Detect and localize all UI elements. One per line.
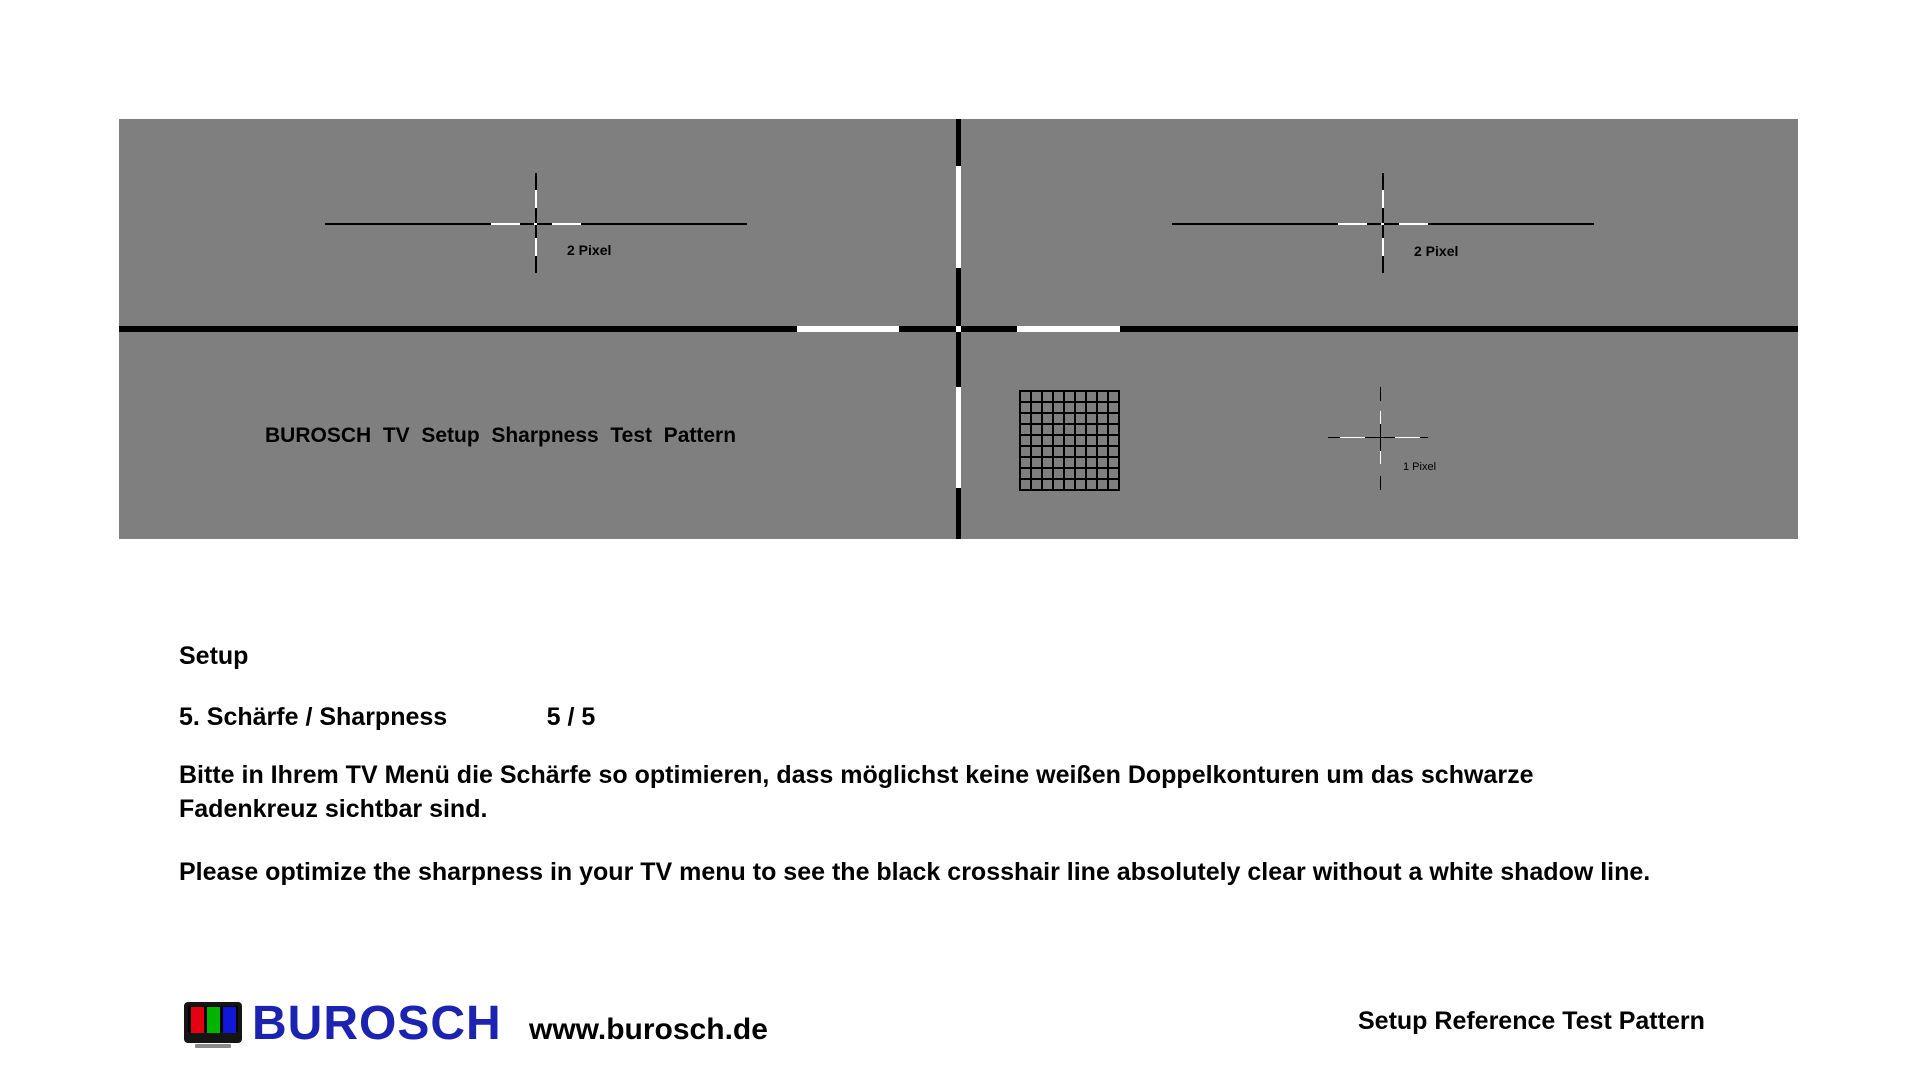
- tv-blue-bar: [223, 1007, 236, 1033]
- crosshair1-h-white-l: [1340, 437, 1365, 438]
- divider-horizontal-white-right: [1017, 326, 1120, 332]
- crosshair2-left-h-white-l: [491, 223, 520, 225]
- divider-vertical-white-top: [956, 166, 961, 268]
- brand-wordmark: BUROSCH: [252, 997, 502, 1050]
- website-url: www.burosch.de: [529, 1013, 768, 1046]
- crosshair1-h-white-r: [1395, 437, 1420, 438]
- crosshair2-right-h-white-r: [1399, 223, 1428, 225]
- crosshair2-left-v-white-b: [535, 238, 537, 256]
- crosshair2-right-dot: [1381, 223, 1384, 225]
- divider-center-dot: [956, 326, 961, 332]
- tv-screen: [188, 1006, 238, 1032]
- crosshair2-right-v-white-t: [1382, 190, 1384, 208]
- instruction-english: Please optimize the sharpness in your TV menu to see the black crosshair line absolutely clear without a white shadow line.: [179, 858, 1651, 886]
- instruction-german-line1: Bitte in Ihrem TV Menü die Schärfe so optimieren, dass möglichst keine weißen Doppelkonturen um das schwarze: [179, 761, 1534, 789]
- crosshair1-v-black-2: [1380, 424, 1381, 451]
- divider-vertical-white-bottom: [956, 387, 961, 488]
- tv-frame: [184, 1002, 242, 1043]
- tv-green-bar: [207, 1007, 220, 1033]
- step-title: 5. Schärfe / Sharpness: [179, 703, 448, 731]
- crosshair2-left-dot: [534, 223, 537, 225]
- footer-caption: Setup Reference Test Pattern: [1358, 1007, 1705, 1035]
- instruction-german-line2: Fadenkreuz sichtbar sind.: [179, 795, 488, 823]
- pattern-title: BUROSCH TV Setup Sharpness Test Pattern: [265, 424, 737, 447]
- divider-horizontal-white-left: [797, 326, 899, 332]
- step-row: [179, 704, 595, 731]
- tv-stand: [195, 1044, 231, 1048]
- crosshair1-v-black-3: [1380, 476, 1381, 490]
- crosshair2-right-v-white-b: [1382, 238, 1384, 256]
- crosshair2-right-h-white-l: [1338, 223, 1367, 225]
- crosshair1-v-white-2: [1380, 451, 1381, 464]
- crosshair1-v-black-1: [1380, 387, 1381, 401]
- crosshair1-v-white-1: [1380, 411, 1381, 424]
- section-heading: Setup: [179, 642, 249, 670]
- crosshair2-left-v-white-t: [535, 190, 537, 208]
- tv-red-bar: [191, 1007, 204, 1033]
- label-2pixel-right: 2 Pixel: [1414, 243, 1459, 259]
- pixel-grid: [1019, 390, 1120, 491]
- label-2pixel-left: 2 Pixel: [567, 242, 612, 258]
- crosshair2-left-h-white-r: [552, 223, 581, 225]
- burosch-tv-logo-icon: [184, 1002, 242, 1048]
- step-count: 5 / 5: [546, 703, 596, 731]
- label-1pixel: 1 Pixel: [1403, 461, 1437, 473]
- test-pattern: [119, 119, 1798, 539]
